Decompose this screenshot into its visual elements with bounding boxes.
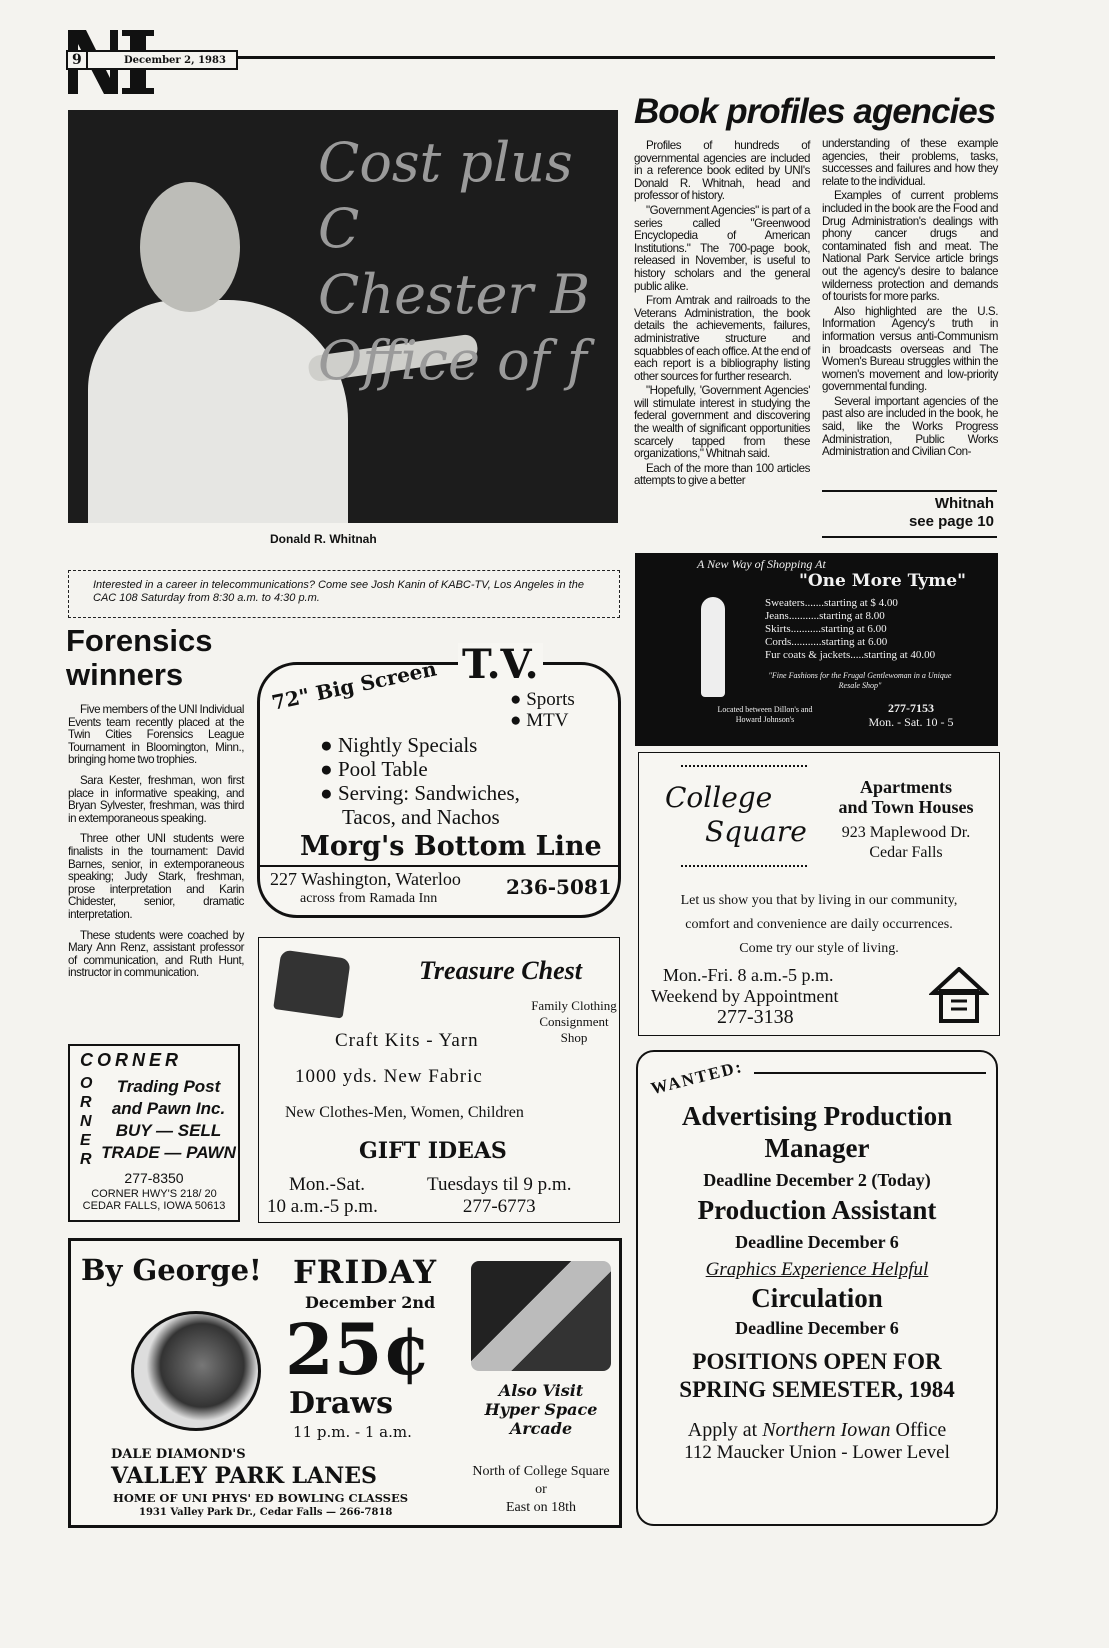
man-head: [140, 182, 240, 312]
corner-trading-post-ad: CORNER O R N E R Trading Post and Pawn Inc. BUY — SELL TRADE — PAWN 277-8350 CORNER HWY'S 218/ 20 CEDAR FALLS, IOWA 50613: [68, 1044, 240, 1222]
issue-date: December 2, 1983: [124, 54, 226, 66]
forensics-headline: Forensics winners: [66, 623, 213, 692]
telecom-notice: Interested in a career in telecommunications? Come see Josh Kanin of KABC-TV, Los Angeles in the CAC 108 Saturday from 8:30 a.m. to 4:30 p.m.: [68, 570, 620, 618]
photo-whitnah: [68, 110, 618, 523]
treasure-chest-ad: Treasure Chest Family Clothing Consignment Shop Craft Kits - Yarn 1000 yds. New Fabric New Clothes-Men, Women, Children GIFT IDEAS Mon.-Sat. 10 a.m.-5 p.m. Tuesdays til 9 p.m. 277-6773: [258, 937, 620, 1223]
jump-link[interactable]: Whitnah see page 10: [908, 495, 994, 530]
jump-rule-bottom: [822, 536, 997, 538]
by-george-ad: By George! FRIDAY December 2nd 25¢ Draws 11 p.m. - 1 a.m. DALE DIAMOND'S VALLEY PARK LANES HOME OF UNI PHYS' ED BOWLING CLASSES 1931 Valley Park Dr., Cedar Falls — 266-7818 Also Visit Hyper Space Arcade North of College Square or East on 18th: [68, 1238, 622, 1528]
wanted-ad: WANTED: Advertising Production Manager Deadline December 2 (Today) Production Assistant Deadline December 6 Graphics Experience Helpful Circulation Deadline December 6 POSITIONS OPEN FOR SPRING SEMESTER, 1984 Apply at Northern Iowan Office 112 Maucker Union - Lower Level: [636, 1050, 998, 1526]
one-more-tyme-ad: A New Way of Shopping At "One More Tyme" Sweaters.......starting at $ 4.00 Jeans...........starting at 8.00 Skirts...........starting at 6.00 Cords...........starting at 6.00 Fur coats & jackets.....starting at 40.00 "Fine Fashions for the Frugal Gentlewoman in a Unique Resale Shop" Located between Dillon's and Howard Johnson's 277-7153 Mon. - Sat. 10 - 5: [635, 553, 998, 746]
treasure-chest-icon: [273, 949, 351, 1018]
page-number: 9: [68, 52, 88, 68]
forensics-body: Five members of the UNI Individual Events team recently placed at the Twin Cities Forensics League Tournament in Bloomington, Minn., bringing home two trophies. Sara Kester, freshman, won first place in informative speaking, and Bryan Sylvester, freshman, was third in extemporaneous speaking. Three other UNI students were finalists in the tournament: David Barnes, senior, in extemporaneous speaking; Judy Stark, freshman, prose interpretation and Karin Chidester, senior, dramatic interpretation. These students were coached by Mary Ann Renz, assistant professor of communication, and Ruth Hunt, instructor in communication.: [68, 703, 244, 980]
photo-caption: Donald R. Whitnah: [270, 532, 377, 546]
article-column-1: Profiles of hundreds of governmental agencies are included in a reference book edited by UNI's Donald R. Whitnah, head and professor of history. "Government Agencies" is part of a series called "Greenwood Encyclopedia of American Institutions." The 700-page book, released in November, is useful to history scholars and the general public alike. From Amtrak and railroads to the Veterans Administration, the book details the achievements, failures, administrative structure and squabbles of each office. At the end of each report is a bibliography listing other sources for further research. "Hopefully, 'Government Agencies' will stimulate interest in studying the federal government and discovering the wealth of significant opportunities scarcely tapped from these organizations," Whitnah said. Each of the more than 100 articles attempts to give a better: [634, 139, 810, 488]
college-square-logo: College Square: [681, 765, 807, 867]
morgs-name: Morg's Bottom Line: [300, 831, 602, 862]
arcade-players-illustration: [471, 1261, 611, 1371]
header-rule: [238, 56, 995, 59]
house-icon: [929, 967, 989, 1023]
woman-silhouette: [701, 597, 725, 697]
washington-coin-icon: [131, 1311, 261, 1431]
article-headline: Book profiles agencies: [634, 92, 996, 131]
chalkboard-text: Cost plus C Chester B Office of f: [318, 131, 591, 392]
price-list: Sweaters.......starting at $ 4.00 Jeans...........starting at 8.00 Skirts...........starting at 6.00 Cords...........starting at 6.00 Fur coats & jackets.....starting at 40.00: [765, 597, 936, 661]
corner-vertical: O R N E R: [80, 1075, 93, 1168]
college-square-ad: College Square Apartments and Town Houses 923 Maplewood Dr. Cedar Falls Let us show you that by living in our community, comfort and convenience are daily occurrences. Come try our style of living. Mon.-Fri. 8 a.m.-5 p.m. Weekend by Appointment 277-3138: [638, 752, 1000, 1036]
article-column-2: understanding of these example agencies, their problems, tasks, successes and failures and how they relate to the individual. Examples of current problems included in the book are the Food and Drug Administration's dealings with phony cancer drugs and contaminated fish and meat. The National Park Service article brings out the agency's desire to balance wilderness protection and demands of tourists for more parks. Also highlighted are the U.S. Information Agency's truth in information versus anti-Communism in broadcasts overseas and The Women's Bureau struggles within the women's movement and low-priority governmental funding. Several important agencies of the past also are included in the book, he said, like the Works Progress Administration, Public Works Administration and Civilian Con-: [822, 137, 998, 459]
man-figure: [88, 300, 348, 523]
jump-rule-top: [822, 490, 997, 492]
morgs-tv-ad: 72" Big Screen T.V. ● Sports ● MTV ● Nightly Specials ● Pool Table ● Serving: Sandwiches, Tacos, and Nachos Morg's Bottom Line 227 Washington, Waterloo across from Ramada Inn 236-5081: [257, 662, 621, 918]
header-bar: [66, 50, 238, 70]
